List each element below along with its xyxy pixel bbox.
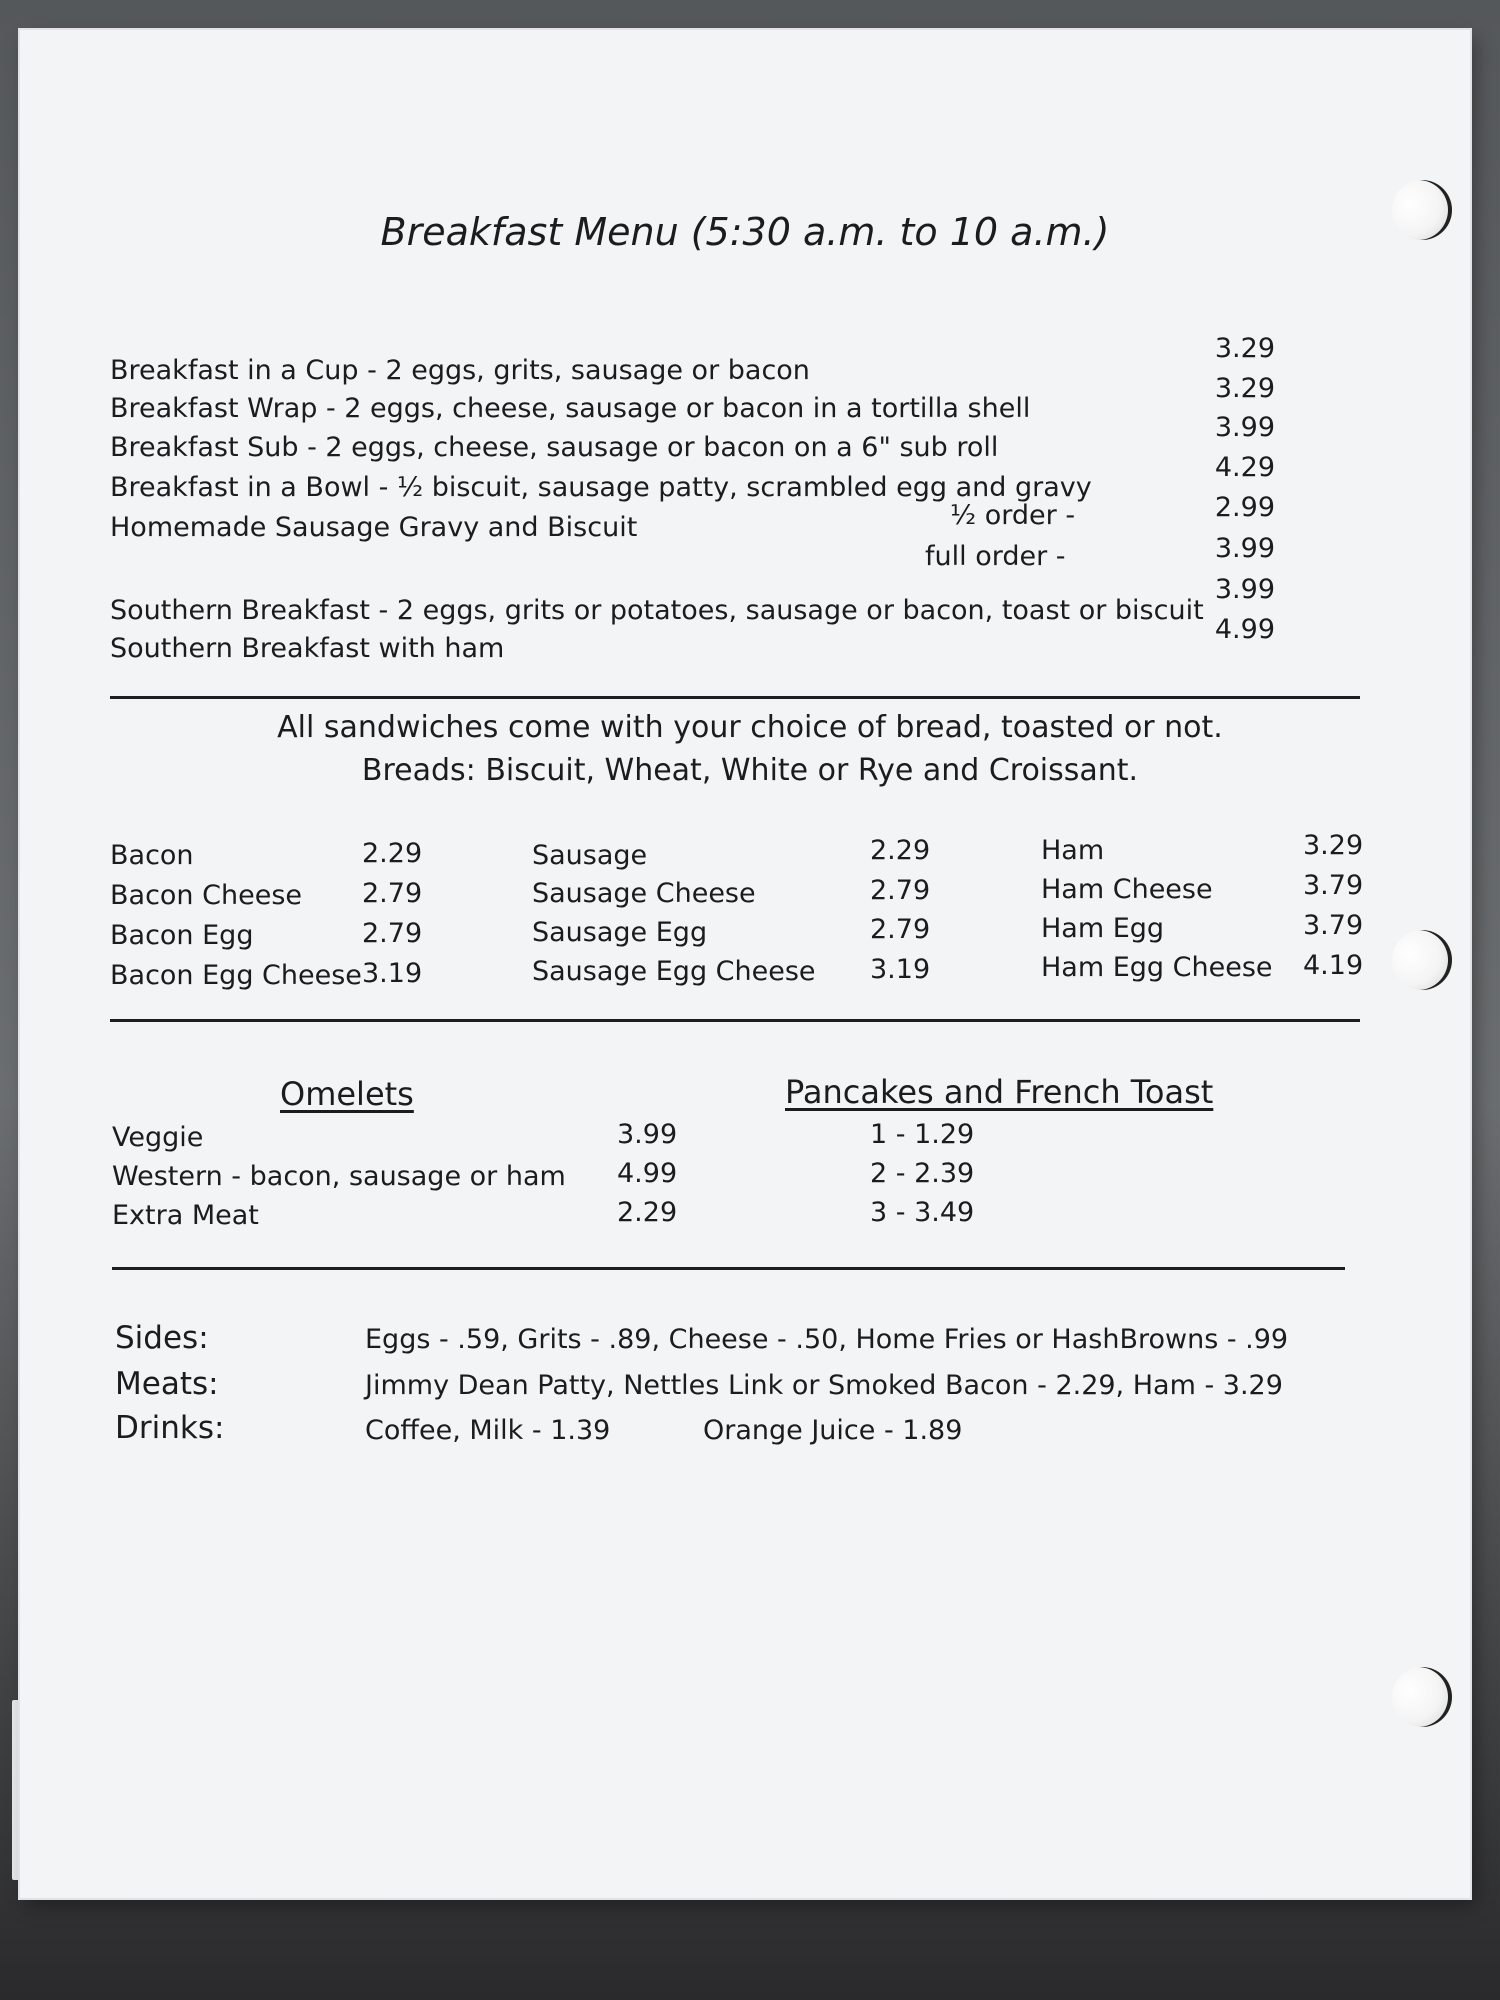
breakfast-item-name: Southern Breakfast with ham [110,633,505,664]
sandwich-name: Bacon [110,840,194,871]
sandwich-price: 3.79 [1303,870,1364,901]
half-order-price: 2.99 [1214,492,1275,523]
omelet-price: 2.29 [617,1197,678,1228]
breakfast-item-name: Southern Breakfast - 2 eggs, grits or potatoes, sausage or bacon, toast or biscuit [110,595,1204,626]
sandwich-price: 2.79 [870,875,931,906]
sandwich-note-line1: All sandwiches come with your choice of bread, toasted or not. [277,710,1223,745]
sandwich-name: Ham Cheese [1041,874,1213,905]
meats-label: Meats: [115,1366,219,1402]
sandwich-price: 2.79 [362,918,423,949]
menu-title: Breakfast Menu (5:30 a.m. to 10 a.m.) [380,210,1110,254]
breakfast-item-name: Breakfast Wrap - 2 eggs, cheese, sausage or bacon in a tortilla shell [110,393,1031,424]
sandwich-note-line2: Breads: Biscuit, Wheat, White or Rye and Croissant. [361,753,1139,788]
breakfast-item-price: 3.29 [1214,333,1275,364]
half-order-label: ½ order - [950,500,1076,531]
pancake-option: 2 - 2.39 [870,1158,975,1189]
sandwich-price: 3.29 [1303,830,1364,861]
punch-hole-bottom [1392,1667,1452,1727]
full-order-label: full order - [925,541,1066,572]
punch-hole-middle [1392,930,1452,990]
omelet-price: 4.99 [617,1158,678,1189]
sandwich-price: 3.19 [362,958,423,989]
breakfast-item-price: 4.99 [1214,614,1275,645]
sandwich-name: Sausage Egg [532,917,708,948]
sandwich-price: 2.79 [362,878,423,909]
sandwich-name: Bacon Egg [110,920,254,951]
sandwich-name: Ham Egg [1041,913,1165,944]
breakfast-item-price: 3.99 [1214,412,1275,443]
sides-label: Sides: [115,1320,209,1356]
omelet-name: Extra Meat [112,1200,259,1231]
pancakes-heading: Pancakes and French Toast [785,1073,1214,1111]
breakfast-item-price: 3.99 [1214,574,1275,605]
sandwich-price: 3.79 [1303,910,1364,941]
sandwich-price: 3.19 [870,954,931,985]
breakfast-item-price: 3.29 [1214,373,1275,404]
meats-text: Jimmy Dean Patty, Nettles Link or Smoked Bacon - 2.29, Ham - 3.29 [365,1370,1283,1401]
pancake-option: 3 - 3.49 [870,1197,975,1228]
breakfast-item-name: Breakfast Sub - 2 eggs, cheese, sausage or bacon on a 6" sub roll [110,432,999,463]
sandwich-price: 2.29 [362,838,423,869]
sandwich-name: Sausage Egg Cheese [532,956,816,987]
omelets-heading: Omelets [280,1075,414,1113]
sandwich-name: Bacon Egg Cheese [110,960,362,991]
sandwich-price: 4.19 [1303,950,1364,981]
sandwich-name: Bacon Cheese [110,880,302,911]
sandwich-price: 2.29 [870,835,931,866]
breakfast-item-name: Homemade Sausage Gravy and Biscuit [110,512,638,543]
pancake-option: 1 - 1.29 [870,1119,975,1150]
sides-text: Eggs - .59, Grits - .89, Cheese - .50, Home Fries or HashBrowns - .99 [365,1324,1289,1355]
sandwich-name: Sausage Cheese [532,878,756,909]
sandwich-name: Sausage [532,840,648,871]
sandwich-name: Ham [1041,835,1105,866]
breakfast-item-name: Breakfast in a Cup - 2 eggs, grits, sausage or bacon [110,355,810,386]
section-divider [110,696,1360,699]
drinks-label: Drinks: [115,1410,225,1446]
omelet-name: Veggie [112,1122,204,1153]
drinks-coffee-milk: Coffee, Milk - 1.39 [365,1415,611,1446]
drinks-orange-juice: Orange Juice - 1.89 [703,1415,963,1446]
omelet-price: 3.99 [617,1119,678,1150]
omelet-name: Western - bacon, sausage or ham [112,1161,566,1192]
section-divider [110,1019,1360,1022]
breakfast-item-price: 4.29 [1214,452,1275,483]
sandwich-price: 2.79 [870,914,931,945]
sandwich-name: Ham Egg Cheese [1041,952,1273,983]
breakfast-item-name: Breakfast in a Bowl - ½ biscuit, sausage patty, scrambled egg and gravy [110,472,1092,503]
section-divider [112,1267,1345,1270]
full-order-price: 3.99 [1214,533,1275,564]
